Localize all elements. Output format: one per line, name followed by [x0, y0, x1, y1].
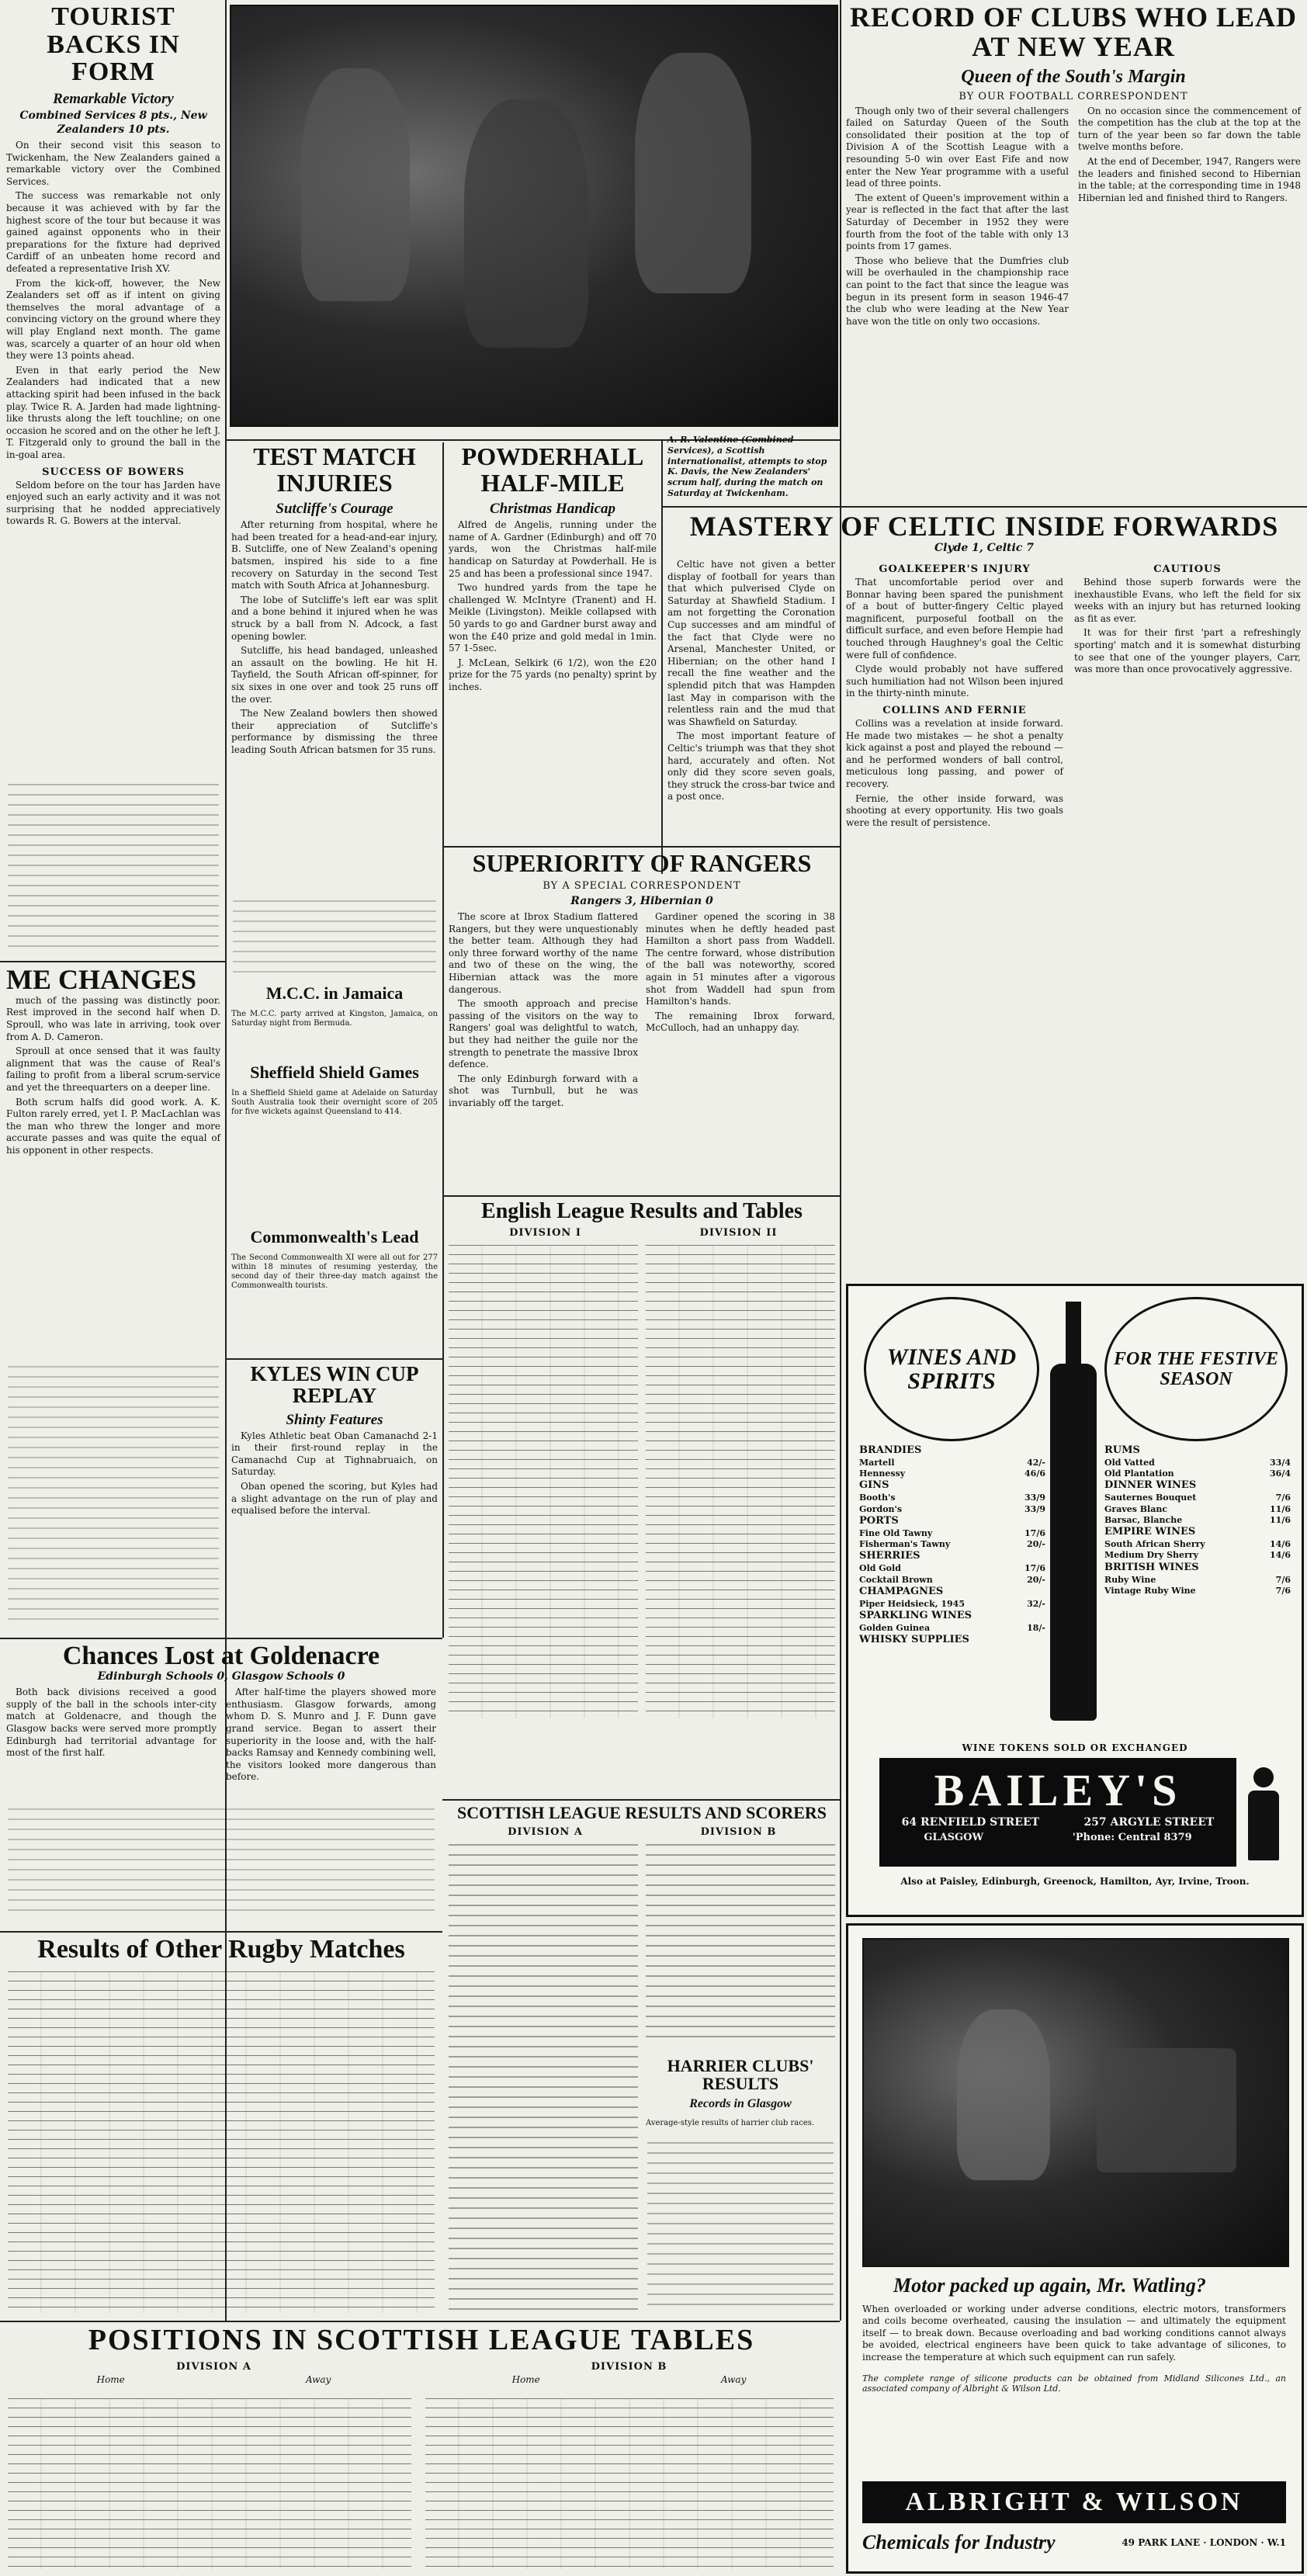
division-label: DIVISION B: [700, 1826, 777, 1839]
item-name: Cocktail Brown: [859, 1574, 933, 1585]
section-heading: CAUTIOUS: [1153, 563, 1222, 575]
price-row: [1104, 1526, 1291, 1539]
paragraph: The score at Ibrox Stadium flattered Rangers, but they were unquestionably the better team. Although they had only three forward worthy of the name and two of these on the wing, the Hibernian attack was the more dangerous.: [449, 911, 638, 995]
headline: SCOTTISH LEAGUE RESULTS AND SCORERS: [456, 1803, 827, 1822]
scottish-div-b-results: [646, 1844, 835, 2038]
price-row: [859, 1515, 1045, 1528]
division-label: DIVISION A: [176, 2360, 251, 2373]
item-price: 33/4: [1270, 1457, 1291, 1468]
price-row: [1104, 1493, 1291, 1503]
price-items: [1104, 1444, 1291, 1597]
item-name: Graves Blanc: [1104, 1503, 1168, 1514]
city: GLASGOW: [924, 1832, 984, 1843]
ad-note: WINE TOKENS SOLD OR EXCHANGED: [962, 1742, 1188, 1753]
item-price: 7/6: [1275, 1493, 1291, 1503]
byline: BY OUR FOOTBALL CORRESPONDENT: [959, 90, 1188, 102]
sheffield-article: [231, 1063, 438, 1125]
paragraph: In a Sheffield Shield game at Adelaide on Saturday South Australia took their overnight score of 205 for five wickets against Queensland to 414.: [231, 1089, 438, 1117]
paragraph: much of the passing was distinctly poor. Rest improved in the second half when D. Sproull, who was late in arriving, took over from A. D. Cameron.: [6, 994, 220, 1042]
item-price: 42/-: [1027, 1457, 1045, 1468]
ad-copy: [862, 2275, 1286, 2402]
price-row: [859, 1458, 1045, 1468]
player-figure: [464, 99, 588, 348]
harrier-article: [646, 2057, 835, 2136]
item-name: Medium Dry Sherry: [1104, 1550, 1198, 1561]
mastery-col-a: [667, 559, 835, 806]
slogan: Chemicals for Industry: [862, 2531, 1056, 2553]
price-row: [859, 1634, 1045, 1647]
section-rule: [0, 2321, 840, 2322]
item-name: EMPIRE WINES: [1104, 1526, 1196, 1538]
paragraph: J. McLean, Selkirk (6 1/2), won the £20 prize for the 75 yards (no penalty) sprint by inches.: [449, 657, 657, 692]
motor-illustration: [862, 1938, 1289, 2267]
paragraph: After half-time the players showed more enthusiasm. Glasgow forwards, among whom D. S. Munro and J. F. Dunn gave grand service. Began to assert their superiority in the loose and, with the half-backs Ramsay and Kennedy combining well, the visitors looked more dangerous than before.: [226, 1687, 436, 1783]
kyles-article: [231, 1363, 438, 1520]
price-row: [1104, 1468, 1291, 1479]
price-row: [859, 1528, 1045, 1539]
section-heading: SUCCESS OF BOWERS: [42, 466, 185, 478]
positions-section: [6, 2325, 837, 2385]
price-row: [1104, 1515, 1291, 1526]
item-name: Piper Heidsieck, 1945: [859, 1598, 965, 1609]
item-price: 20/-: [1027, 1574, 1045, 1585]
subheadline: Sutcliffe's Courage: [276, 501, 393, 518]
price-row: [859, 1563, 1045, 1574]
ad-headline: Motor packed up again, Mr. Watling?: [893, 2274, 1206, 2297]
rugby-photo: [230, 5, 838, 427]
headline: Chances Lost at Goldenacre: [62, 1642, 380, 1670]
baileys-banner: [879, 1758, 1236, 1867]
price-row: [859, 1504, 1045, 1515]
headline: ME CHANGES: [6, 964, 197, 995]
price-row: [859, 1468, 1045, 1479]
item-name: RUMS: [1104, 1444, 1140, 1456]
branches: Also at Paisley, Edinburgh, Greenock, Hamilton, Ayr, Irvine, Troon.: [900, 1876, 1250, 1887]
subheadline: Remarkable Victory: [53, 91, 174, 108]
item-name: Fine Old Tawny: [859, 1527, 933, 1538]
section-rule: [0, 1638, 442, 1639]
away-label: Away: [306, 2373, 331, 2385]
paragraph: The extent of Queen's improvement within a year is reflected in the fact that after the last Saturday of December in 1952 they were fourth from the foot of the table with only 13 points from 17 games.: [846, 192, 1069, 252]
paragraph: It was for their first 'part a refreshingly sporting' match and it is somewhat disturbing to see that one of the younger players, Carr, was more than once provocatively aggressive.: [1074, 627, 1301, 675]
item-name: Vintage Ruby Wine: [1104, 1585, 1196, 1596]
price-row: [1104, 1444, 1291, 1458]
paragraph: Even in that early period the New Zealanders had indicated that a new attacking spirit had been infused in the back play. Twice R. A. Jarden had made lightning-like thrusts along the left touchline; on one occasion he scored and on the other he left J. T. Fitzgerald only to ground the ball in the in-goal area.: [6, 364, 220, 460]
item-name: Sauternes Bouquet: [1104, 1493, 1197, 1503]
item-price: 36/4: [1270, 1468, 1291, 1479]
english-league-section: [449, 1200, 835, 1240]
headline: Commonwealth's Lead: [250, 1227, 419, 1246]
paragraph: Average-style results of harrier club races.: [646, 2119, 815, 2128]
item-name: South African Sherry: [1104, 1539, 1205, 1550]
paragraph: Both scrum halfs did good work. A. K. Fulton rarely erred, yet I. P. MacLachlan was the man who threw the longer and more accurate passes and was quite the equal of his opponent in other respects.: [6, 1096, 220, 1156]
headline: TEST MATCH INJURIES: [253, 442, 416, 497]
photo-caption: A. R. Valentine (Combined Services), a Scottish internationalist, attempts to stop K. Davis, the New Zealanders' scrum half, during the match on Saturday at Twickenham.: [667, 435, 827, 498]
item-name: GINS: [859, 1479, 889, 1492]
item-price: 18/-: [1027, 1623, 1045, 1634]
item-price: 11/6: [1270, 1503, 1291, 1514]
mastery-article: [667, 512, 1301, 558]
scottish-results-section: [449, 1804, 835, 1839]
address-2: 257 ARGYLE STREET: [1083, 1816, 1215, 1829]
item-price: 46/6: [1024, 1468, 1045, 1479]
item-price: 7/6: [1275, 1585, 1291, 1596]
bottle-icon: [1050, 1302, 1097, 1736]
paragraph: Behind those superb forwards were the inexhaustible Evans, who left the field for six weeks with an injury but has returned looking as fit as ever.: [1074, 577, 1301, 624]
byline: BY A SPECIAL CORRESPONDENT: [543, 879, 741, 892]
paragraph: Alfred de Angelis, running under the name of A. Gardner (Edinburgh) and off 70 yards, won the Christmas half-mile handicap on Saturday at Powderhall. He is 25 and has been a professional since 1947.: [449, 519, 657, 579]
item-name: Old Plantation: [1104, 1468, 1174, 1479]
paragraph: From the kick-off, however, the New Zealanders set off as if intent on giving themselves the moral advantage of a convincing victory on the ground where they will play England next month. The game was, scarcely a quarter of an hour old when they were 13 points ahead.: [6, 277, 220, 362]
price-row: [859, 1539, 1045, 1550]
ad-body: When overloaded or working under adverse conditions, electric motors, transformers and coils become overheated, causing the insulation — and ultimately the equipment itself — to break down. Because overloading and bad working conditions cannot always be avoided, electrical engineers have been quick to take advantage of silicones, to increase the temperature at which such equipment can run safely.: [862, 2303, 1286, 2363]
headline: SUPERIORITY OF RANGERS: [472, 849, 812, 877]
paragraph: The New Zealand bowlers then showed their appreciation of Sutcliffe's performance by dismissing the three leading South African batsmen for 35 runs.: [231, 708, 438, 755]
paragraph: Fernie, the other inside forward, was shooting at every opportunity. His two goals were the result of persistence.: [846, 792, 1063, 828]
paragraph: Two hundred yards from the tape he challenged W. McIntyre (Tranent) and H. Meikle (Livingston). Meikle collapsed with 50 yards to go and Gardner burst away and won the £40 prize and gold medal in 1min. 57 1-5sec.: [449, 582, 657, 654]
item-name: Martell: [859, 1457, 895, 1468]
article-continued: [8, 1366, 219, 1622]
english-div1-table: [449, 1245, 638, 1718]
subheadline: Records in Glasgow: [689, 2097, 792, 2111]
item-price: 11/6: [1270, 1514, 1291, 1525]
price-row: [1104, 1586, 1291, 1597]
wines-oval-badge: [864, 1297, 1039, 1441]
section-rule: [225, 1358, 442, 1360]
subheadline: Queen of the South's Margin: [961, 66, 1186, 87]
article-continued: [8, 1808, 435, 1917]
item-price: 17/6: [1024, 1563, 1045, 1574]
price-items: [859, 1444, 1045, 1647]
paragraph: The M.C.C. party arrived at Kingston, Jamaica, on Saturday night from Bermuda.: [231, 1010, 438, 1028]
paragraph: Though only two of their several challengers failed on Saturday Queen of the South consolidated their position at the top of Division A of the Scottish League with a resounding 5-0 win over East Fife and now enter the New Year programme with a useful lead of three points.: [846, 105, 1069, 189]
section-heading: COLLINS AND FERNIE: [882, 704, 1027, 716]
item-name: CHAMPAGNES: [859, 1585, 944, 1597]
scottish-div-a-results: [449, 1844, 638, 2310]
price-row: [1104, 1562, 1291, 1575]
headline: RECORD OF CLUBS WHO LEAD AT NEW YEAR: [849, 2, 1298, 62]
paragraph: Collins was a revelation at inside forward. He made two mistakes — he shot a penalty kick against a post and played the rebound — and he performed wonders of ball control, meticulous long passing, and power of recovery.: [846, 717, 1063, 789]
item-name: PORTS: [859, 1514, 899, 1527]
tourist-article: [6, 3, 220, 530]
player-figure: [301, 68, 410, 301]
price-row: [859, 1610, 1045, 1623]
paragraph: Those who believe that the Dumfries club will be overhauled in the championship race can point to the fact that since the league was begun in its present form in season 1946-47 the club who were leading at the New Year have won the title on only two occasions.: [846, 255, 1069, 327]
price-row: [1104, 1550, 1291, 1561]
section-rule: [661, 506, 1307, 508]
powderhall-article: [449, 444, 657, 696]
price-row: [859, 1599, 1045, 1610]
item-name: Gordon's: [859, 1503, 903, 1514]
paragraph: On their second visit this season to Twickenham, the New Zealanders gained a remarkable victory over the Combined Services.: [6, 140, 220, 187]
price-row: [1104, 1458, 1291, 1468]
score-line: Edinburgh Schools 0, Glasgow Schools 0: [97, 1669, 345, 1683]
address-1: 64 RENFIELD STREET: [901, 1816, 1040, 1829]
item-name: Booth's: [859, 1493, 896, 1503]
headline: English League Results and Tables: [481, 1199, 803, 1223]
price-row: [859, 1586, 1045, 1599]
paragraph: At the end of December, 1947, Rangers were the leaders and finished second to Hibernian in the table; at the corresponding time in 1948 Hibernian led and finished third to Rangers.: [1078, 155, 1301, 203]
home-label: Home: [96, 2373, 125, 2385]
price-row: [859, 1479, 1045, 1493]
brand-banner: ALBRIGHT & WILSON: [862, 2481, 1286, 2523]
team-lineups: [8, 784, 219, 955]
price-row: [859, 1493, 1045, 1503]
division-label: DIVISION II: [699, 1227, 778, 1239]
item-name: Fisherman's Tawny: [859, 1539, 951, 1550]
paragraph: The Second Commonwealth XI were all out for 277 within 18 minutes of resuming yesterday, the second day of their three-day match against the Commonwealth tourists.: [231, 1253, 438, 1291]
headline: Results of Other Rugby Matches: [37, 1935, 405, 1964]
subheadline: Christmas Handicap: [489, 501, 616, 518]
ad-title: WINES AND SPIRITS: [886, 1343, 1017, 1394]
item-name: WHISKY SUPPLIES: [859, 1634, 969, 1646]
price-row: [1104, 1539, 1291, 1550]
price-list-right: [1104, 1444, 1291, 1597]
headline: M.C.C. in Jamaica: [265, 983, 404, 1003]
wines-spirits-ad: [846, 1284, 1304, 1917]
division-label: DIVISION I: [509, 1227, 581, 1239]
rugby-results: [6, 1936, 436, 1964]
headline: MASTERY OF CELTIC INSIDE FORWARDS: [689, 511, 1279, 542]
festive-oval-badge: [1104, 1297, 1288, 1441]
section-rule: [0, 1931, 442, 1933]
scorecard: [233, 900, 436, 978]
item-price: 33/9: [1024, 1503, 1045, 1514]
item-name: Ruby Wine: [1104, 1574, 1156, 1585]
item-price: 33/9: [1024, 1493, 1045, 1503]
paragraph: Gardiner opened the scoring in 38 minutes when he deftly headed past Hamilton a short pass from Waddell. The centre forward, whose distribution of the ball was noteworthy, scored again in 51 minutes after a vigorous shot from Waddell had spun from Hamilton's hands.: [646, 911, 835, 1007]
price-row: [1104, 1575, 1291, 1586]
mcc-article: [231, 984, 438, 1036]
paragraph: Celtic have not given a better display of football for years than that which pulverised Clyde on Saturday at Shawfield Stadium. I am not forgetting the Coronation Cup successes and am mindful of the fact that Clyde were no Arsenal, Manchester United, or Hibernian; on the other hand I recall the fine weather and the splendid pitch that was Hampden last May in comparison with the relentless rain and the mud that was Shawfield on Saturday.: [667, 559, 835, 727]
paragraph: The remaining Ibrox forward, McCulloch, had an unhappy day.: [646, 1010, 835, 1034]
paragraph: That uncomfortable period over and Bonnar having been spared the punishment of a bout of butter-fingery Celtic played magnificent, purposeful football on the difficult surface, and even before Hempie had touched through Haughney's goal the Celtic were full of confidence.: [846, 577, 1063, 660]
price-row: [1104, 1479, 1291, 1493]
figure-icon: [1244, 1767, 1283, 1868]
item-name: Barsac, Blanche: [1104, 1514, 1183, 1525]
price-row: [859, 1444, 1045, 1458]
item-name: Hennessy: [859, 1468, 906, 1479]
away-label: Away: [721, 2373, 747, 2385]
item-name: BRANDIES: [859, 1444, 922, 1456]
headline: TOURIST BACKS IN FORM: [47, 2, 180, 87]
ad-title-2: FOR THE FESTIVE SEASON: [1113, 1348, 1279, 1389]
phone: 'Phone: Central 8379: [1072, 1832, 1192, 1843]
test-match-article: [231, 444, 438, 758]
record-article: [846, 3, 1301, 330]
item-price: 32/-: [1027, 1598, 1045, 1609]
item-name: Golden Guinea: [859, 1623, 931, 1634]
english-div2-table: [646, 1245, 835, 1718]
motor-figure: [1097, 2048, 1236, 2172]
item-price: 14/6: [1270, 1539, 1291, 1550]
paragraph: Oban opened the scoring, but Kyles had a slight advantage on the run of play and equalised before the interval.: [231, 1481, 438, 1517]
item-name: SHERRIES: [859, 1550, 920, 1562]
price-row: [1104, 1504, 1291, 1515]
paragraph: Sproull at once sensed that it was faulty alignment that was the cause of Real's failing to profit from a liberal scrum-service and yet the threequarters on a deeper line.: [6, 1045, 220, 1093]
harrier-results: [647, 2142, 834, 2313]
paragraph: Both back divisions received a good supply of the ball in the schools inter-city match at Goldenacre, and though the Glasgow backs were served more promptly Edinburgh had territorial advantage for most of the first half.: [6, 1687, 217, 1759]
paragraph: On no occasion since the commencement of the competition has the club at the top at the turn of the year been so far down the table twelve months before.: [1078, 105, 1301, 153]
headline: POWDERHALL HALF-MILE: [461, 442, 644, 497]
commonwealth-article: [231, 1228, 438, 1298]
headline: Sheffield Shield Games: [250, 1063, 419, 1082]
division-label: DIVISION B: [591, 2360, 667, 2373]
price-row: [859, 1575, 1045, 1586]
score-line: Combined Services 8 pts., New Zealanders 10 pts.: [19, 109, 207, 136]
chances-article: [6, 1642, 436, 1786]
player-figure: [635, 53, 751, 293]
paragraph: The most important feature of Celtic's triumph was that they shot hard, accurately and often. Not only did they score seven goals, they struck the cross-bar twice and a post once.: [667, 730, 835, 803]
price-row: [859, 1550, 1045, 1563]
paragraph: The success was remarkable not only because it was achieved with by far the highest score of the tour but because it was gained against opponents who in their preparations for the fixture had deprived Cardiff of an unbeaten home record and defeated a representative Irish XV.: [6, 190, 220, 274]
item-name: SPARKLING WINES: [859, 1610, 972, 1622]
paragraph: Seldom before on the tour has Jarden have enjoyed such an early activity and it was not surprising that he nodded appreciatively towards R. G. Bowers at the interval.: [6, 479, 220, 527]
division-a-table: [8, 2398, 411, 2569]
item-price: 14/6: [1270, 1550, 1291, 1561]
mastery-col-c: [1074, 559, 1301, 678]
headline: KYLES WIN CUP REPLAY: [250, 1362, 419, 1408]
item-name: BRITISH WINES: [1104, 1561, 1199, 1573]
column-rule: [442, 442, 444, 1638]
changes-article: [6, 966, 220, 1160]
column-rule: [661, 439, 663, 874]
subheadline: Shinty Features: [286, 1411, 383, 1428]
paragraph: Sutcliffe, his head bandaged, unleashed an assault on the bowling. He hit H. Tayfield, the South African off-spinner, for six sixes in one over and took 25 runs off the over.: [231, 645, 438, 705]
paragraph: Clyde would probably not have suffered such humiliation had not Wilson been injured in the thirty-ninth minute.: [846, 664, 1063, 699]
price-row: [859, 1623, 1045, 1634]
headline: POSITIONS IN SCOTTISH LEAGUE TABLES: [88, 2324, 755, 2356]
score-line: Rangers 3, Hibernian 0: [570, 894, 713, 907]
ad-footer: [862, 2531, 1286, 2554]
item-name: DINNER WINES: [1104, 1479, 1197, 1492]
item-price: 17/6: [1024, 1527, 1045, 1538]
paragraph: The lobe of Sutcliffe's left ear was split and a bone behind it injured when he was struck by a ball from N. Adcock, a fast opening bowler.: [231, 594, 438, 642]
headline: HARRIER CLUBS' RESULTS: [667, 2056, 814, 2094]
price-list-left: [859, 1444, 1045, 1647]
superiority-article: [449, 851, 835, 1112]
item-name: Old Vatted: [1104, 1457, 1155, 1468]
paragraph: The only Edinburgh forward with a shot was Turnbull, but he was invariably off the target.: [449, 1073, 638, 1108]
item-price: 7/6: [1275, 1574, 1291, 1585]
address: 49 PARK LANE · LONDON · W.1: [1122, 2537, 1286, 2548]
albright-wilson-ad: [846, 1923, 1304, 2574]
mastery-col-b: [846, 559, 1063, 831]
division-b-table: [425, 2398, 834, 2569]
results-table: [8, 1971, 435, 2313]
section-heading: GOALKEEPER'S INJURY: [879, 563, 1031, 575]
paragraph: The smooth approach and precise passing of the visitors on the way to Rangers' goal was delightful to watch, but they had neither the guile nor the strength to penetrate the massive Ibrox defence.: [449, 998, 638, 1070]
item-price: 20/-: [1027, 1539, 1045, 1550]
paragraph: After returning from hospital, where he had been treated for a head-and-ear injury, B. Sutcliffe, one of New Zealand's opening batsmen, inspired his side to a fine recovery on Saturday in the second Test match with South Africa at Johannesburg.: [231, 519, 438, 591]
section-rule: [442, 1195, 840, 1197]
item-name: Old Gold: [859, 1563, 901, 1574]
score-line: Clyde 1, Celtic 7: [934, 541, 1034, 554]
section-rule: [442, 1799, 840, 1801]
home-label: Home: [511, 2373, 540, 2385]
ad-tagline: The complete range of silicone products can be obtained from Midland Silicones Ltd., an associated company of Albright & Wilson Ltd.: [862, 2373, 1286, 2394]
brand-name: BAILEY'S: [934, 1765, 1182, 1815]
column-rule: [840, 0, 841, 2321]
paragraph: Kyles Athletic beat Oban Camanachd 2-1 in their first-round replay in the Camanachd Cup at Tighnabruaich, on Saturday.: [231, 1430, 438, 1478]
division-label: DIVISION A: [508, 1826, 583, 1839]
section-rule: [442, 846, 840, 848]
section-rule: [0, 961, 225, 962]
person-figure: [957, 2009, 1050, 2180]
